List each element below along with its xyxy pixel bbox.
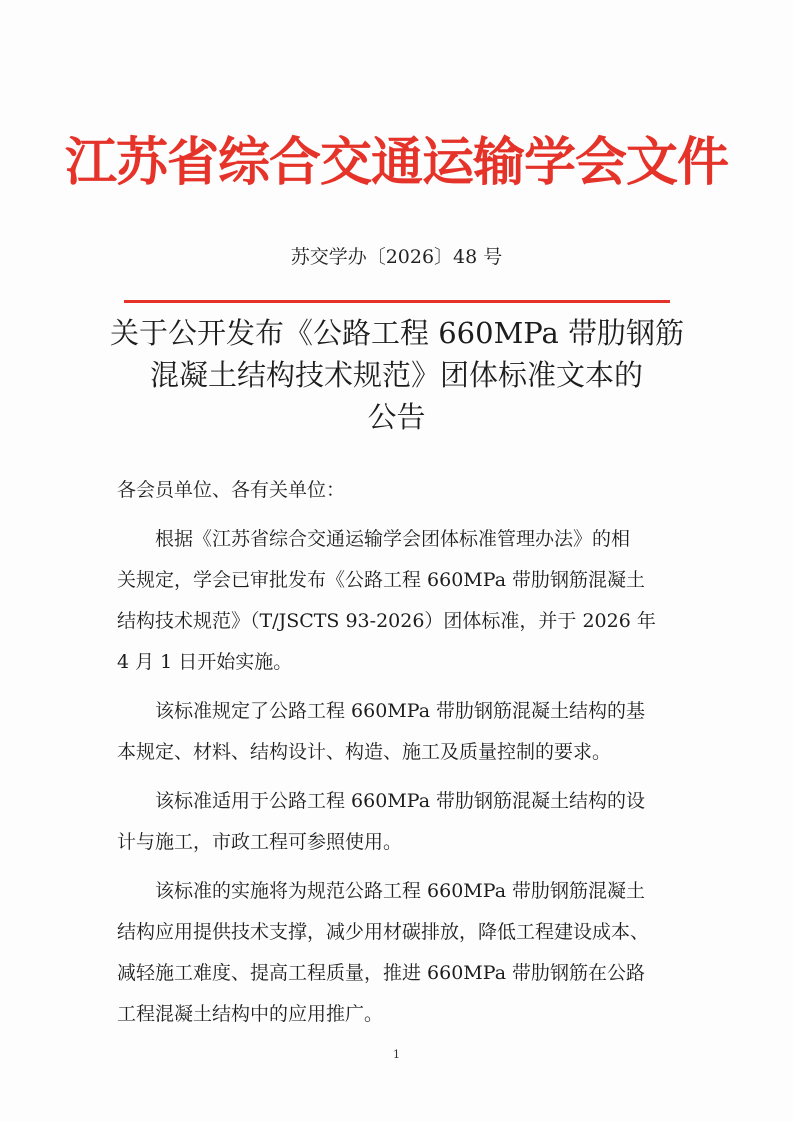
paragraph-line: 结构技术规范》（T/JSCTS 93-2026）团体标准，并于 2026 年 — [117, 610, 656, 632]
document-number: 苏交学办〔2026〕48 号 — [290, 246, 503, 268]
paragraph — [117, 691, 682, 773]
paragraph-line: 本规定、材料、结构设计、构造、施工及质量控制的要求。 — [117, 741, 612, 763]
notice-title-line: 关于公开发布《公路工程 660MPa 带肋钢筋 — [110, 316, 684, 350]
paragraph-line: 计与施工，市政工程可参照使用。 — [117, 831, 403, 853]
paragraph-line: 关规定，学会已审批发布《公路工程 660MPa 带肋钢筋混凝土 — [117, 569, 646, 591]
paragraph — [117, 519, 682, 683]
paragraph-line: 4 月 1 日开始实施。 — [117, 651, 293, 673]
paragraph — [117, 871, 682, 1035]
paragraph-line: 结构应用提供技术支撑，减少用材碳排放，降低工程建设成本、 — [117, 921, 650, 943]
notice-title-line: 公告 — [367, 400, 426, 434]
notice-title — [110, 312, 683, 438]
paragraph-line: 工程混凝土结构中的应用推广。 — [117, 1003, 384, 1025]
salutation: 各会员单位、各有关单位： — [117, 479, 346, 501]
paragraph-line: 减轻施工难度、提高工程质量，推进 660MPa 带肋钢筋在公路 — [117, 962, 646, 984]
notice-title-line: 混凝土结构技术规范》团体标准文本的 — [149, 358, 643, 392]
red-divider-line — [124, 300, 670, 303]
paragraph-line: 根据《江苏省综合交通运输学会团体标准管理办法》的相 — [155, 528, 631, 550]
paragraph-line: 该标准规定了公路工程 660MPa 带肋钢筋混凝土结构的基 — [155, 700, 646, 722]
paragraph — [117, 781, 682, 863]
paragraph-line: 该标准的实施将为规范公路工程 660MPa 带肋钢筋混凝土 — [155, 880, 646, 902]
page-number: 1 — [393, 1048, 400, 1061]
masthead-title: 江苏省综合交通运输学会文件 — [64, 132, 728, 193]
paragraph-line: 该标准适用于公路工程 660MPa 带肋钢筋混凝土结构的设 — [155, 790, 646, 812]
notice-body — [117, 470, 682, 1035]
